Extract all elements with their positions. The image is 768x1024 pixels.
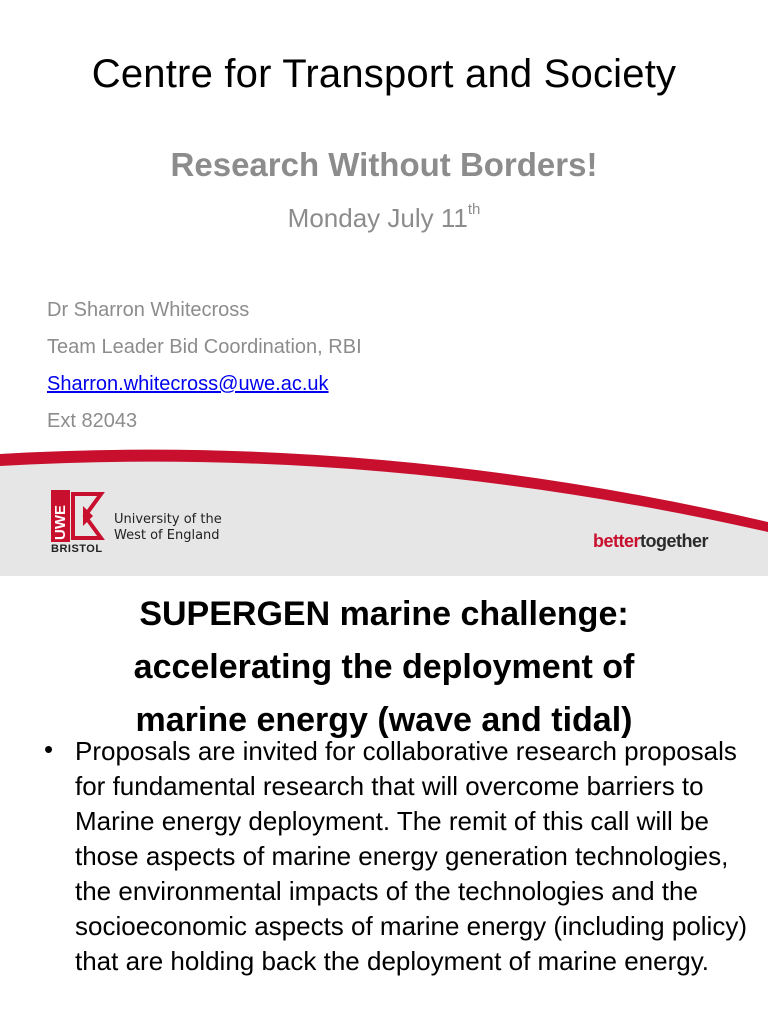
slide-title: Centre for Transport and Society [91, 52, 677, 96]
uwe-logo-icon [51, 490, 111, 550]
university-city: BRISTOL [51, 543, 103, 555]
better-together-logo: bettertogether [593, 531, 709, 551]
date-suffix: th [467, 201, 481, 219]
contact-extension: Ext 82043 [47, 410, 138, 432]
footer-swoosh-band [0, 440, 768, 576]
contact-name: Dr Sharron Whitecross [47, 299, 250, 321]
contact-role: Team Leader Bid Coordination, RBI [47, 336, 362, 358]
event-date [0, 203, 768, 234]
date-text: Monday July 11 [287, 203, 468, 233]
university-name: University of the West of England [114, 512, 222, 543]
slide-subtitle: Research Without Borders! [170, 146, 598, 183]
contact-block [47, 296, 362, 444]
svg-text:UWE: UWE [52, 505, 69, 540]
bullet-body-text: Proposals are invited for collaborative research proposals for fundamental research that will overcome barriers to Marine energy deployment. The remit of this call will be those aspects of marine energy generation technologies, the environmental impacts of the technologies and the socioeconomic aspects of marine energy (including policy) that are holding back the deployment of marine energy. [75, 736, 747, 976]
email-link[interactable]: Sharron.whitecross@uwe.ac.uk [47, 373, 329, 395]
bullet-marker: • [44, 734, 54, 764]
slide-2 [0, 576, 768, 1024]
slide-2-title: SUPERGEN marine challenge: accelerating the deployment of marine energy (wave and tidal) [133, 595, 635, 739]
